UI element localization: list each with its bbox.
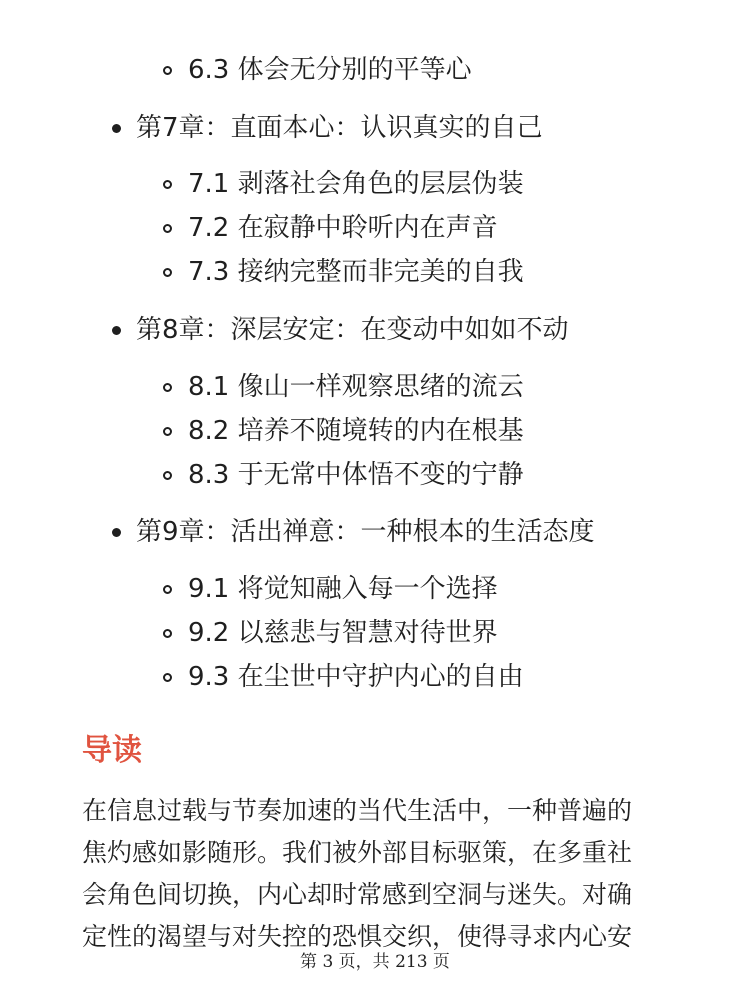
toc-section-8-3 xyxy=(163,458,524,492)
paragraph-line: 焦灼感如影随形。我们被外部目标驱策，在多重社 xyxy=(82,838,633,867)
page-footer: 第 3 页，共 213 页 xyxy=(300,952,450,972)
intro-paragraph xyxy=(82,790,682,958)
toc-chapter-7 xyxy=(112,111,543,145)
filled-bullet-icon xyxy=(112,326,121,335)
toc-item-label: 7.1 剥落社会角色的层层伪装 xyxy=(188,169,524,199)
paragraph-line: 会角色间切换，内心却时常感到空洞与迷失。对确 xyxy=(82,880,633,909)
filled-bullet-icon xyxy=(112,124,121,133)
toc-item-label: 8.2 培养不随境转的内在根基 xyxy=(188,416,524,446)
hollow-bullet-icon xyxy=(163,66,172,75)
hollow-bullet-icon xyxy=(163,585,172,594)
hollow-bullet-icon xyxy=(163,383,172,392)
paragraph-line: 在信息过载与节奏加速的当代生活中，一种普遍的 xyxy=(82,796,633,825)
filled-bullet-icon xyxy=(112,528,121,537)
toc-item-label: 7.3 接纳完整而非完美的自我 xyxy=(188,257,524,287)
toc-item-label: 8.1 像山一样观察思绪的流云 xyxy=(188,372,524,402)
toc-item-label: 9.3 在尘世中守护内心的自由 xyxy=(188,662,524,692)
toc-section-6-3 xyxy=(163,53,472,87)
hollow-bullet-icon xyxy=(163,427,172,436)
toc-item-label: 第7章：直面本心：认识真实的自己 xyxy=(136,113,543,143)
hollow-bullet-icon xyxy=(163,673,172,682)
toc-chapter-8 xyxy=(112,313,569,347)
toc-item-label: 7.2 在寂静中聆听内在声音 xyxy=(188,213,498,243)
toc-item-label: 8.3 于无常中体悟不变的宁静 xyxy=(188,460,524,490)
toc-section-7-3 xyxy=(163,255,524,289)
toc-section-8-1 xyxy=(163,370,524,404)
toc-section-9-1 xyxy=(163,572,498,606)
hollow-bullet-icon xyxy=(163,629,172,638)
hollow-bullet-icon xyxy=(163,268,172,277)
toc-chapter-9 xyxy=(112,515,595,549)
hollow-bullet-icon xyxy=(163,224,172,233)
paragraph-line: 定性的渴望与对失控的恐惧交织，使得寻求内心安 xyxy=(82,922,633,951)
toc-section-9-2 xyxy=(163,616,498,650)
toc-item-label: 9.2 以慈悲与智慧对待世界 xyxy=(188,618,498,648)
toc-section-7-2 xyxy=(163,211,498,245)
hollow-bullet-icon xyxy=(163,180,172,189)
toc-item-label: 6.3 体会无分别的平等心 xyxy=(188,55,472,85)
hollow-bullet-icon xyxy=(163,471,172,480)
toc-item-label: 第8章：深层安定：在变动中如如不动 xyxy=(136,315,569,345)
toc-item-label: 第9章：活出禅意：一种根本的生活态度 xyxy=(136,517,595,547)
toc-section-9-3 xyxy=(163,660,524,694)
toc-section-8-2 xyxy=(163,414,524,448)
toc-item-label: 9.1 将觉知融入每一个选择 xyxy=(188,574,498,604)
toc-section-7-1 xyxy=(163,167,524,201)
section-heading: 导读 xyxy=(82,733,142,768)
